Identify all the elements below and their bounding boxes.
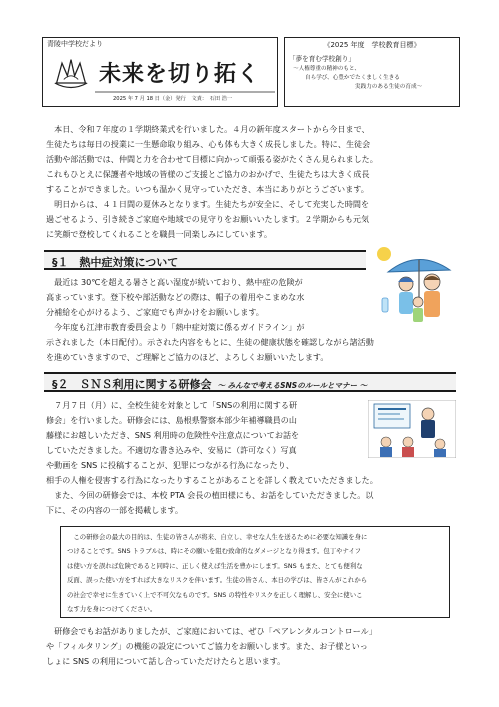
closing-paragraph bbox=[46, 624, 454, 669]
text-line: しょに SNS の利用について話し合っていただけたらと思います。 bbox=[46, 656, 286, 666]
masthead bbox=[42, 37, 278, 107]
title-underline bbox=[95, 91, 275, 93]
text-line: 相手の人権を侵害する行為になったりすることがあることを詳しく教えていただきました。 bbox=[46, 475, 378, 485]
text-line: ７月７日（月）に、全校生徒を対象として「SNSの利用に関する研 bbox=[46, 400, 298, 410]
text-line: 今年度も江津市教育委員会より「熱中症対策に係るガイドライン」が bbox=[46, 322, 305, 332]
text-line: 本日、令和７年度の１学期終業式を行いました。４月の新年度スタートから今日まで、 bbox=[46, 124, 370, 134]
school-emblem-icon bbox=[53, 56, 89, 92]
quote-line: つけることです。SNS トラブルは、時にその願いを阻む致命的なダメージとなり得ます。包丁やナイフ bbox=[67, 547, 362, 556]
sns-paragraph-cont bbox=[46, 473, 454, 518]
text-line: 研修会でもお話がありましたが、ご家庭においては、ぜひ「ペアレンタルコントロール」 bbox=[46, 626, 377, 636]
section-title: §１ 熱中症対策について bbox=[52, 256, 179, 269]
sns-workshop-illustration bbox=[368, 400, 456, 458]
section-heading-sns bbox=[44, 372, 456, 392]
goals-line: ～人権尊重の精神のもと、 bbox=[293, 66, 361, 72]
newsletter-title: 未来を切り拓く bbox=[99, 61, 261, 87]
text-line: 過ごせるよう、引き続きご家庭や地域での見守りをお願いいたします。２学期からも元気 bbox=[46, 214, 370, 224]
section-subtitle: ～ みんなで考えるSNSのルールとマナー ～ bbox=[217, 381, 368, 390]
text-line: また、今回の研修会では、本校 PTA 会長の植田様にも、お話をしていただきました。以 bbox=[46, 490, 374, 500]
goals-motto: 「夢を育む学校創り」 bbox=[289, 55, 355, 63]
text-line: 生徒たちは毎日の授業に一生懸命取り組み、心も体も大きく成長しました。特に、生徒会 bbox=[46, 139, 371, 149]
intro-paragraph bbox=[46, 122, 454, 242]
text-line: することができました。いつも温かく見守っていただき、本当にありがとうございます。 bbox=[46, 184, 369, 194]
goals-line: 実践力のある生徒の育成～ bbox=[355, 84, 423, 90]
issue-date: 2025 年 7 月 18 日（金）発行 bbox=[113, 96, 186, 102]
heatstroke-paragraph bbox=[46, 275, 376, 335]
section-title bbox=[52, 376, 367, 392]
quote-line: 反面、誤った使い方をすれば大きなリスクを伴います。生徒の皆さん、本日の学びは、皆さんがこれから bbox=[67, 576, 368, 585]
text-line: 分補給を心がけるよう、ご家庭でも声かけをお願いします。 bbox=[46, 307, 264, 317]
text-line: 示されました（本日配付）。示された内容をもとに、生徒の健康状態を確認しながら諸活動 bbox=[46, 337, 374, 347]
text-line: 下に、その内容の一部を掲載します。 bbox=[46, 505, 183, 515]
section-title-text: §２ ＳＮＳ利用に関する研修会 bbox=[52, 378, 212, 391]
quote-line: は使い方を誤れば危険であると同時に、正しく使えば生活を豊かにします。SNS もまた、とても便利な bbox=[67, 561, 363, 570]
text-line: や「フィルタリング」の機能の設定についてご協力をお願いします。また、お子様といっ bbox=[46, 641, 368, 651]
goals-line: 自ら学び、心豊かでたくましく生きる bbox=[305, 75, 400, 81]
pta-quote-box bbox=[60, 526, 450, 618]
section-heading-heatstroke bbox=[44, 250, 366, 270]
text-line: 修会」を行いました。研修会には、島根県警察本部少年補導職員の山 bbox=[46, 415, 297, 425]
heatstroke-family-illustration bbox=[374, 244, 456, 330]
text-line: を進めていきますので、ご理解とご協力のほど、よろしくお願いいたします。 bbox=[46, 352, 329, 362]
sns-paragraph bbox=[46, 398, 364, 473]
text-line: に笑顔で登校してくれることを職員一同楽しみにしています。 bbox=[46, 229, 272, 239]
quote-line: の社会で幸せに生きていく上で不可欠なものです。SNS の特性やリスクを正しく理解し、安全に使いこ bbox=[67, 590, 363, 599]
text-line: これもひとえに保護者や地域の皆様のご支援とご協力のおかげで、生徒たちは大きく成長 bbox=[46, 169, 370, 179]
school-goals-box bbox=[284, 37, 460, 107]
text-line: 明日からは、４１日間の夏休みとなります。生徒たちが安全に、そして充実した時間を bbox=[46, 199, 370, 209]
issue-info bbox=[113, 95, 236, 102]
quote-line: この研修会の最大の目的は、生徒の皆さんが将来、自立し、幸せな人生を送るために必要な知識を身に bbox=[67, 533, 368, 541]
text-line: していただきました。不適切な書き込みや、安易に（許可なく）写真 bbox=[46, 445, 297, 455]
school-name: 青陵中学校だより bbox=[47, 40, 103, 48]
heatstroke-paragraph-cont bbox=[46, 335, 454, 365]
quote-line: なす力を身につけてください。 bbox=[67, 605, 157, 614]
text-line: や動画を SNS に投稿することが、犯罪につながる行為になったり、 bbox=[46, 460, 294, 470]
text-line: 活動や部活動では、仲間と力を合わせて目標に向かって頑張る姿がたくさん見られました。 bbox=[46, 154, 378, 164]
text-line: 藤様にお越しいただき、SNS 利用時の危険性や注意点についてお話を bbox=[46, 430, 300, 440]
text-line: 最近は 30℃を超える暑さと高い湿度が続いており、熱中症の危険が bbox=[46, 277, 303, 287]
author: 文責： 石田 浩一 bbox=[191, 96, 233, 102]
goals-title: 《2025 年度 学校教育目標》 bbox=[323, 41, 421, 49]
text-line: 高まっています。登下校や部活動などの際は、帽子の着用やこまめな水 bbox=[46, 292, 305, 302]
